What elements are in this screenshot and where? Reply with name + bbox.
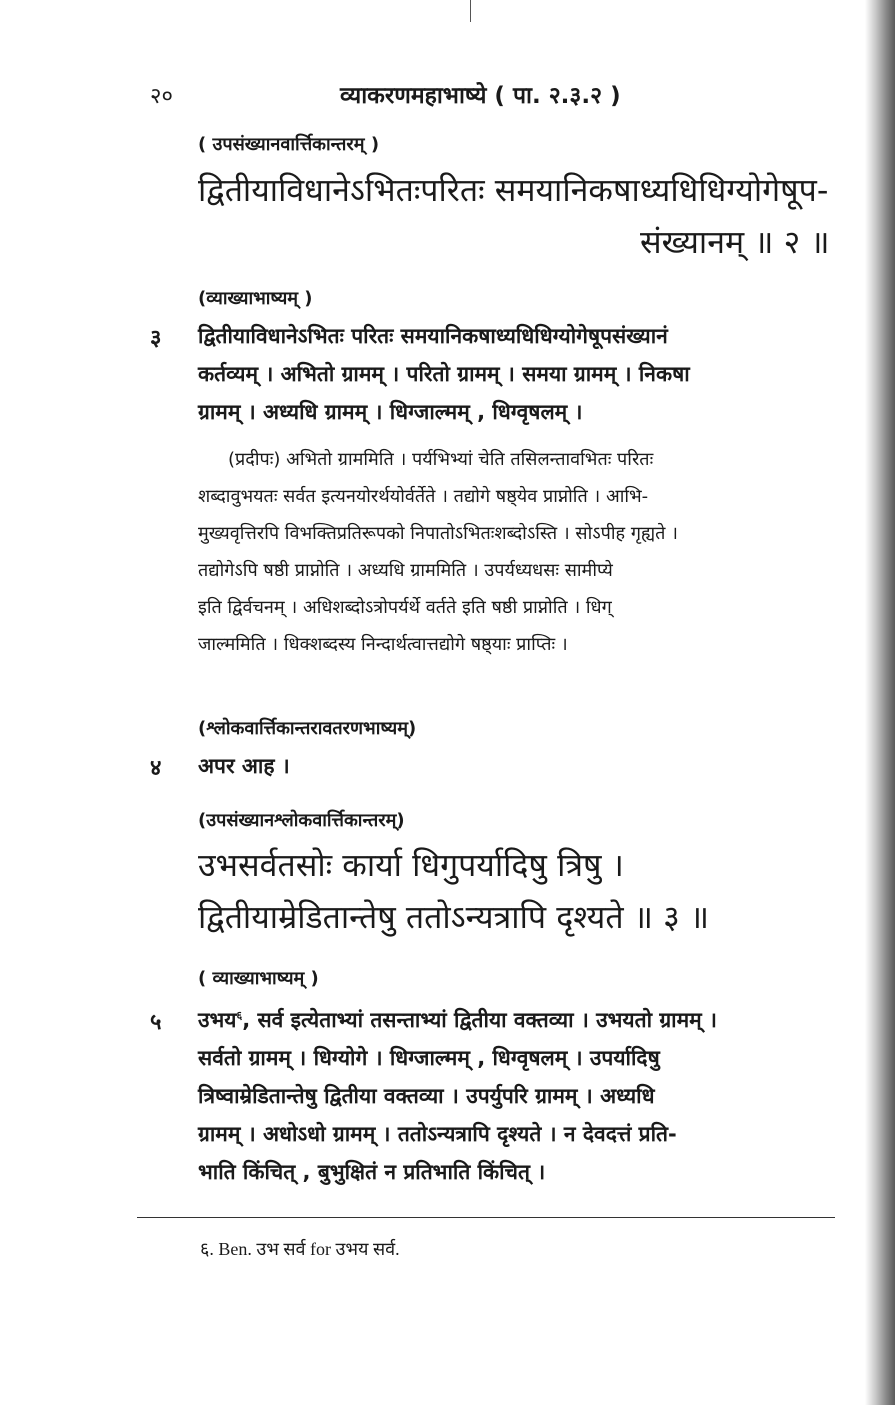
page-number: २० (150, 84, 173, 109)
paragraph-5-first-rest: , सर्व इत्येताभ्यां तसन्ताभ्यां द्वितीया वक्तव्या । उभयतो ग्रामम् । (242, 1008, 717, 1032)
section-label-upasankhyana: ( उपसंख्यानवार्त्तिकान्तरम् ) (198, 134, 380, 155)
paragraph-3-line-2: कर्तव्यम् । अभितो ग्रामम् । परितो ग्रामम् । समया ग्रामम् । निकषा (198, 362, 690, 386)
paragraph-number-4: ४ (150, 756, 162, 781)
section-label-shloka-varttika: (उपसंख्यानश्लोकवार्त्तिकान्तरम्) (198, 810, 405, 831)
paragraph-4: अपर आह । (198, 754, 290, 778)
pradipa-line-1: (प्रदीपः) अभितो ग्राममिति । पर्यभिभ्यां चेति तसिलन्तावभितः परितः (228, 449, 654, 470)
verse-line-2: द्वितीयाम्रेडितान्तेषु ततोऽन्यत्रापि दृश्यते ॥ ३ ॥ (198, 898, 710, 936)
scan-mark (470, 0, 471, 22)
paragraph-5-line-5: भाति किंचित् , बुभुक्षितं न प्रतिभाति किंचित् । (198, 1160, 546, 1184)
section-label-shloka-avatarana: (श्लोकवार्त्तिकान्तरावतरणभाष्यम्) (198, 718, 417, 739)
pradipa-commentary (228, 447, 838, 484)
paragraph-3-line-1: द्वितीयाविधानेऽभितः परितः समयानिकषाध्यधिधिग्योगेषूपसंख्यानं (198, 324, 668, 348)
verse-line-1: उभसर्वतसोः कार्या धिगुपर्यादिषु त्रिषु । (198, 846, 624, 884)
footnote-divider (137, 1217, 835, 1218)
pradipa-line-2: शब्दावुभयतः सर्वत इत्यनयोरर्थयोर्वर्तेते । तद्योगे षष्ठ्येव प्राप्नोति । आभि- (198, 486, 649, 507)
running-head: व्याकरणमहाभाष्ये ( पा. २.३.२ ) (340, 83, 621, 109)
pradipa-line-4: तद्योगेऽपि षष्ठी प्राप्नोति । अध्यधि ग्राममिति । उपर्यध्यधसः सामीप्ये (198, 560, 613, 581)
paragraph-5-line-3: त्रिष्वाम्रेडितान्तेषु द्वितीया वक्तव्या । उपर्युपरि ग्रामम् । अध्यधि (198, 1084, 655, 1108)
varttika-line-1: द्वितीयाविधानेऽभितःपरितः समयानिकषाध्यधिधिग्योगेषूप- (198, 171, 829, 209)
paragraph-5 (198, 1006, 838, 1196)
pradipa-line-6: जाल्ममिति । धिक्शब्दस्य निन्दार्थत्वात्तद्योगे षष्ठ्याः प्राप्तिः । (198, 634, 568, 655)
footnote-marker: ६ (236, 1009, 243, 1022)
section-label-vyakhya: (व्याख्याभाष्यम् ) (198, 288, 313, 309)
paragraph-5-line-1 (198, 1006, 838, 1044)
pradipa-line-5: इति द्विर्वचनम् । अधिशब्दोऽत्रोपर्यर्थे वर्तते इति षष्ठी प्राप्नोति । धिग् (198, 597, 612, 618)
pradipa-commentary-cont (198, 484, 838, 669)
paragraph-5-line-4: ग्रामम् । अधोऽधो ग्रामम् । ततोऽन्यत्रापि दृश्यते । न देवदत्तं प्रति- (198, 1122, 677, 1146)
pradipa-line-3: मुख्यवृत्तिरपि विभक्तिप्रतिरूपको निपातोऽभितःशब्दोऽस्ति । सोऽपीह गृह्यते । (198, 523, 678, 544)
paragraph-5-first-word: उभय (198, 1008, 237, 1032)
paragraph-3 (198, 322, 838, 436)
paragraph-number-5: ५ (150, 1010, 162, 1035)
page-edge-shadow (865, 0, 895, 1405)
footnote: ६. Ben. उभ सर्व for उभय सर्व. (200, 1239, 400, 1259)
paragraph-3-line-3: ग्रामम् । अध्यधि ग्रामम् । धिग्जाल्मम् , धिग्वृषलम् । (198, 400, 583, 424)
section-label-vyakhya-2: ( व्याख्याभाष्यम् ) (198, 968, 319, 989)
paragraph-number-3: ३ (150, 326, 162, 351)
paragraph-5-line-2: सर्वतो ग्रामम् । धिग्योगे । धिग्जाल्मम् , धिग्वृषलम् । उपर्यादिषु (198, 1046, 660, 1070)
varttika-line-2: संख्यानम् ॥ २ ॥ (640, 223, 830, 261)
